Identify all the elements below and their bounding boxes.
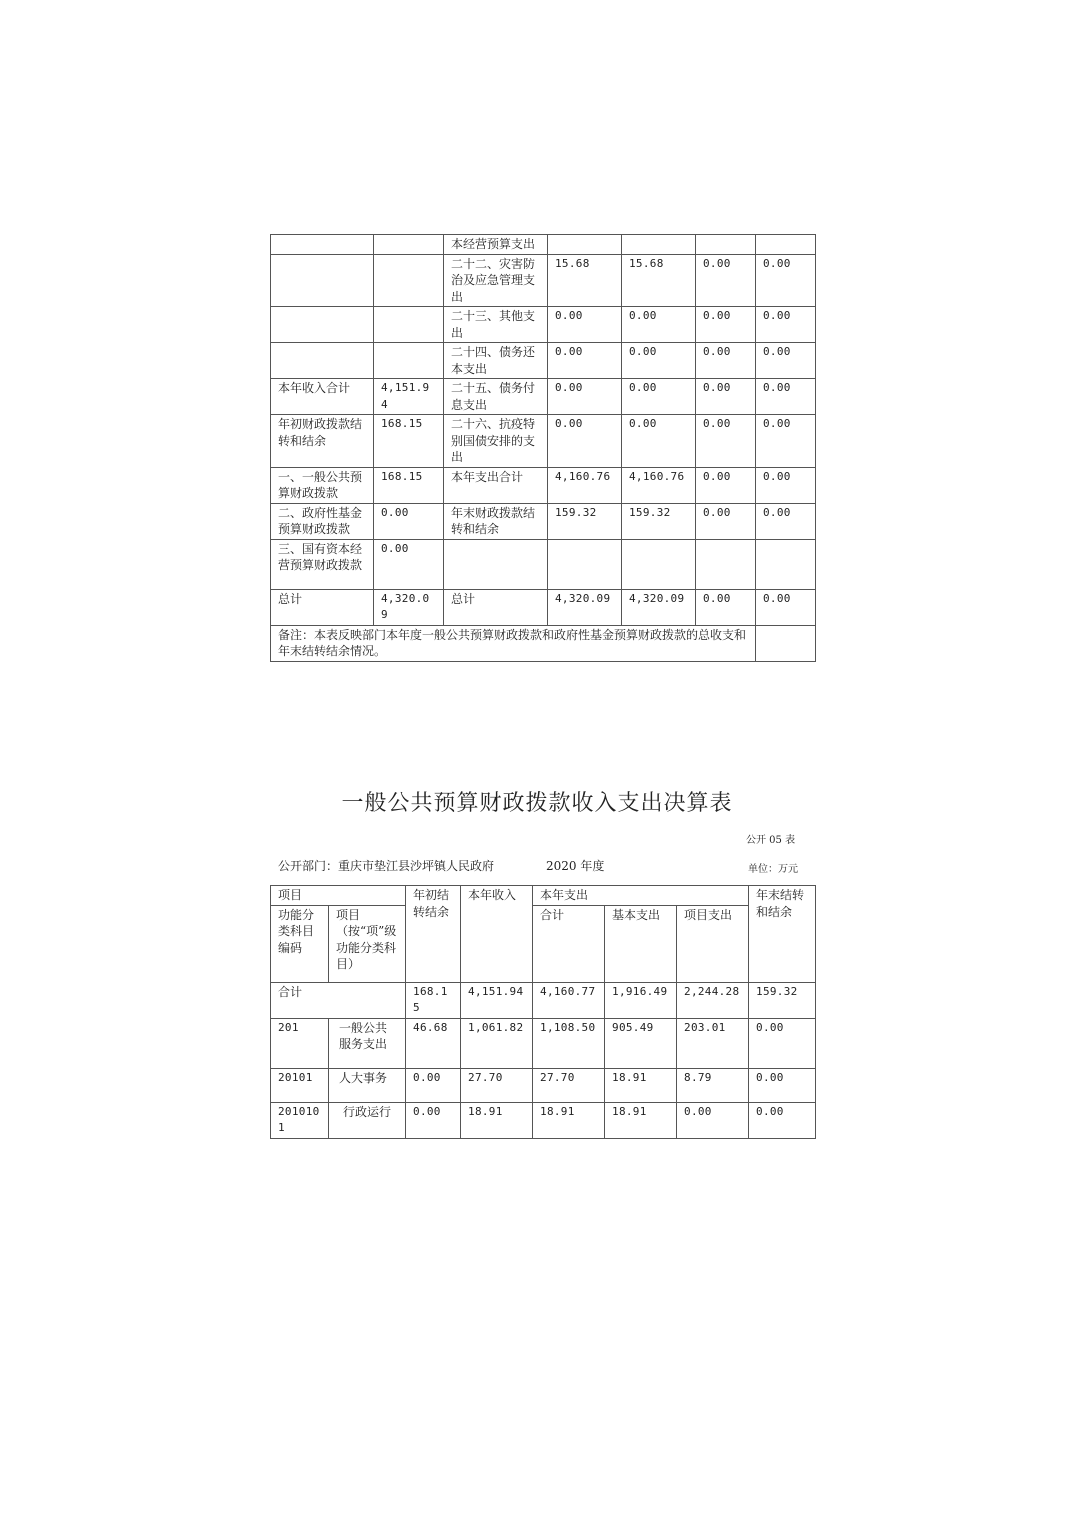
table-cell — [271, 235, 374, 255]
table-row — [271, 343, 816, 379]
table-cell: 0.00 — [756, 379, 816, 415]
note-row — [271, 625, 816, 661]
table-cell: 一般公共服务支出 — [329, 1018, 406, 1068]
table-cell: 一、一般公共预算财政拨款 — [271, 467, 374, 503]
table-cell: 0.00 — [696, 467, 756, 503]
header-end-balance: 年末结转和结余 — [749, 886, 816, 983]
table-cell: 0.00 — [696, 379, 756, 415]
table-cell: 0.00 — [406, 1102, 461, 1138]
table-cell: 20101 — [271, 1068, 329, 1102]
table-row — [271, 1068, 816, 1102]
table-cell: 行政运行 — [329, 1102, 406, 1138]
table-cell — [548, 539, 622, 589]
header-expense-basic: 基本支出 — [605, 905, 677, 982]
table-cell — [622, 235, 696, 255]
note-text: 备注：本表反映部门本年度一般公共预算财政拨款和政府性基金预算财政拨款的总收支和年末结转结余情况。 — [271, 625, 756, 661]
table-number: 公开 05 表 — [746, 835, 796, 846]
total-row — [271, 982, 816, 1018]
table-row — [271, 589, 816, 625]
table-cell: 0.00 — [749, 1102, 816, 1138]
table-cell: 0.00 — [548, 379, 622, 415]
table-cell: 168.15 — [406, 982, 461, 1018]
table-cell: 4,320.09 — [622, 589, 696, 625]
table-cell: 0.00 — [756, 254, 816, 307]
table-cell: 4,320.09 — [548, 589, 622, 625]
table-cell — [271, 254, 374, 307]
table-cell: 合计 — [271, 982, 406, 1018]
table-cell: 0.00 — [756, 503, 816, 539]
table-cell: 年初财政拨款结转和结余 — [271, 415, 374, 468]
table-cell: 0.00 — [756, 343, 816, 379]
table-cell: 本经营预算支出 — [444, 235, 548, 255]
table-cell: 0.00 — [622, 343, 696, 379]
table-cell — [696, 235, 756, 255]
table-cell — [374, 235, 444, 255]
table-cell: 46.68 — [406, 1018, 461, 1068]
table-cell: 年末财政拨款结转和结余 — [444, 503, 548, 539]
table-cell — [374, 343, 444, 379]
table-row — [271, 1102, 816, 1138]
header-name: 项目（按“项”级功能分类科目） — [329, 905, 406, 982]
table-cell: 0.00 — [696, 503, 756, 539]
table-cell: 0.00 — [749, 1018, 816, 1068]
table-cell: 0.00 — [696, 415, 756, 468]
table-cell: 18.91 — [605, 1102, 677, 1138]
carryover-summary-table — [270, 234, 816, 662]
table-row — [271, 235, 816, 255]
table-cell: 201 — [271, 1018, 329, 1068]
table-cell: 0.00 — [406, 1068, 461, 1102]
table-cell: 27.70 — [533, 1068, 605, 1102]
table-row — [271, 503, 816, 539]
table-cell: 0.00 — [756, 467, 816, 503]
department-label: 公开部门：重庆市垫江县沙坪镇人民政府 — [278, 859, 495, 873]
table-cell — [622, 539, 696, 589]
table-cell: 18.91 — [605, 1068, 677, 1102]
table-cell: 2010101 — [271, 1102, 329, 1138]
table-cell: 0.00 — [749, 1068, 816, 1102]
table-cell: 0.00 — [756, 415, 816, 468]
table-cell: 18.91 — [533, 1102, 605, 1138]
table-cell: 159.32 — [622, 503, 696, 539]
table-cell: 0.00 — [622, 415, 696, 468]
table-cell: 0.00 — [622, 379, 696, 415]
fiscal-year: 2020 年度 — [546, 859, 605, 873]
table-cell: 二十三、其他支出 — [444, 307, 548, 343]
table-cell: 0.00 — [696, 589, 756, 625]
table-cell — [271, 307, 374, 343]
table-cell: 三、国有资本经营预算财政拨款 — [271, 539, 374, 589]
table-cell: 4,151.94 — [461, 982, 533, 1018]
table-row — [271, 539, 816, 589]
table-cell: 168.15 — [374, 415, 444, 468]
table-cell: 二十二、灾害防治及应急管理支出 — [444, 254, 548, 307]
header-item: 项目 — [271, 886, 406, 906]
report-title: 一般公共预算财政拨款收入支出决算表 — [341, 791, 733, 816]
table-cell: 8.79 — [677, 1068, 749, 1102]
table-row — [271, 307, 816, 343]
table-cell: 159.32 — [749, 982, 816, 1018]
table-row — [271, 1018, 816, 1068]
header-expense-total: 合计 — [533, 905, 605, 982]
table-cell: 0.00 — [756, 307, 816, 343]
table-cell: 159.32 — [548, 503, 622, 539]
table-cell: 27.70 — [461, 1068, 533, 1102]
table-cell: 15.68 — [548, 254, 622, 307]
table-cell: 0.00 — [548, 343, 622, 379]
table-cell — [374, 254, 444, 307]
table-cell: 0.00 — [756, 589, 816, 625]
header-income: 本年收入 — [461, 886, 533, 983]
table-cell: 1,061.82 — [461, 1018, 533, 1068]
table-row — [271, 467, 816, 503]
table-cell: 二十四、债务还本支出 — [444, 343, 548, 379]
table-cell: 0.00 — [696, 343, 756, 379]
table-cell: 0.00 — [374, 539, 444, 589]
table-cell: 二十五、债务付息支出 — [444, 379, 548, 415]
table-cell: 0.00 — [696, 254, 756, 307]
table-cell: 本年支出合计 — [444, 467, 548, 503]
table-cell: 905.49 — [605, 1018, 677, 1068]
table-cell: 二十六、抗疫特别国债安排的支出 — [444, 415, 548, 468]
table-cell: 本年收入合计 — [271, 379, 374, 415]
header-begin-balance: 年初结转结余 — [406, 886, 461, 983]
header-expense-project: 项目支出 — [677, 905, 749, 982]
table-cell: 人大事务 — [329, 1068, 406, 1102]
table-cell — [374, 307, 444, 343]
header-expense: 本年支出 — [533, 886, 749, 906]
table-cell — [756, 625, 816, 661]
table-row — [271, 379, 816, 415]
table-cell: 4,160.76 — [548, 467, 622, 503]
table-cell: 203.01 — [677, 1018, 749, 1068]
table-cell: 1,916.49 — [605, 982, 677, 1018]
table-cell: 4,320.09 — [374, 589, 444, 625]
table-cell: 168.15 — [374, 467, 444, 503]
table-cell: 总计 — [271, 589, 374, 625]
table-cell: 总计 — [444, 589, 548, 625]
table-cell: 15.68 — [622, 254, 696, 307]
table-cell: 2,244.28 — [677, 982, 749, 1018]
header-code: 功能分类科目编码 — [271, 905, 329, 982]
table-cell: 0.00 — [548, 415, 622, 468]
general-budget-table — [270, 885, 816, 1139]
table-row — [271, 254, 816, 307]
table-cell: 0.00 — [677, 1102, 749, 1138]
table-cell: 0.00 — [622, 307, 696, 343]
table-cell: 0.00 — [696, 307, 756, 343]
table-cell: 1,108.50 — [533, 1018, 605, 1068]
table-cell: 4,160.76 — [622, 467, 696, 503]
table-cell — [756, 539, 816, 589]
table-row — [271, 415, 816, 468]
table-cell — [756, 235, 816, 255]
table-cell: 0.00 — [548, 307, 622, 343]
unit-label: 单位：万元 — [748, 864, 798, 875]
table-cell — [444, 539, 548, 589]
table-cell: 0.00 — [374, 503, 444, 539]
table-cell: 18.91 — [461, 1102, 533, 1138]
table-cell: 4,151.94 — [374, 379, 444, 415]
table-cell — [696, 539, 756, 589]
table-cell: 二、政府性基金预算财政拨款 — [271, 503, 374, 539]
table-cell — [548, 235, 622, 255]
table-cell — [271, 343, 374, 379]
table-cell: 4,160.77 — [533, 982, 605, 1018]
